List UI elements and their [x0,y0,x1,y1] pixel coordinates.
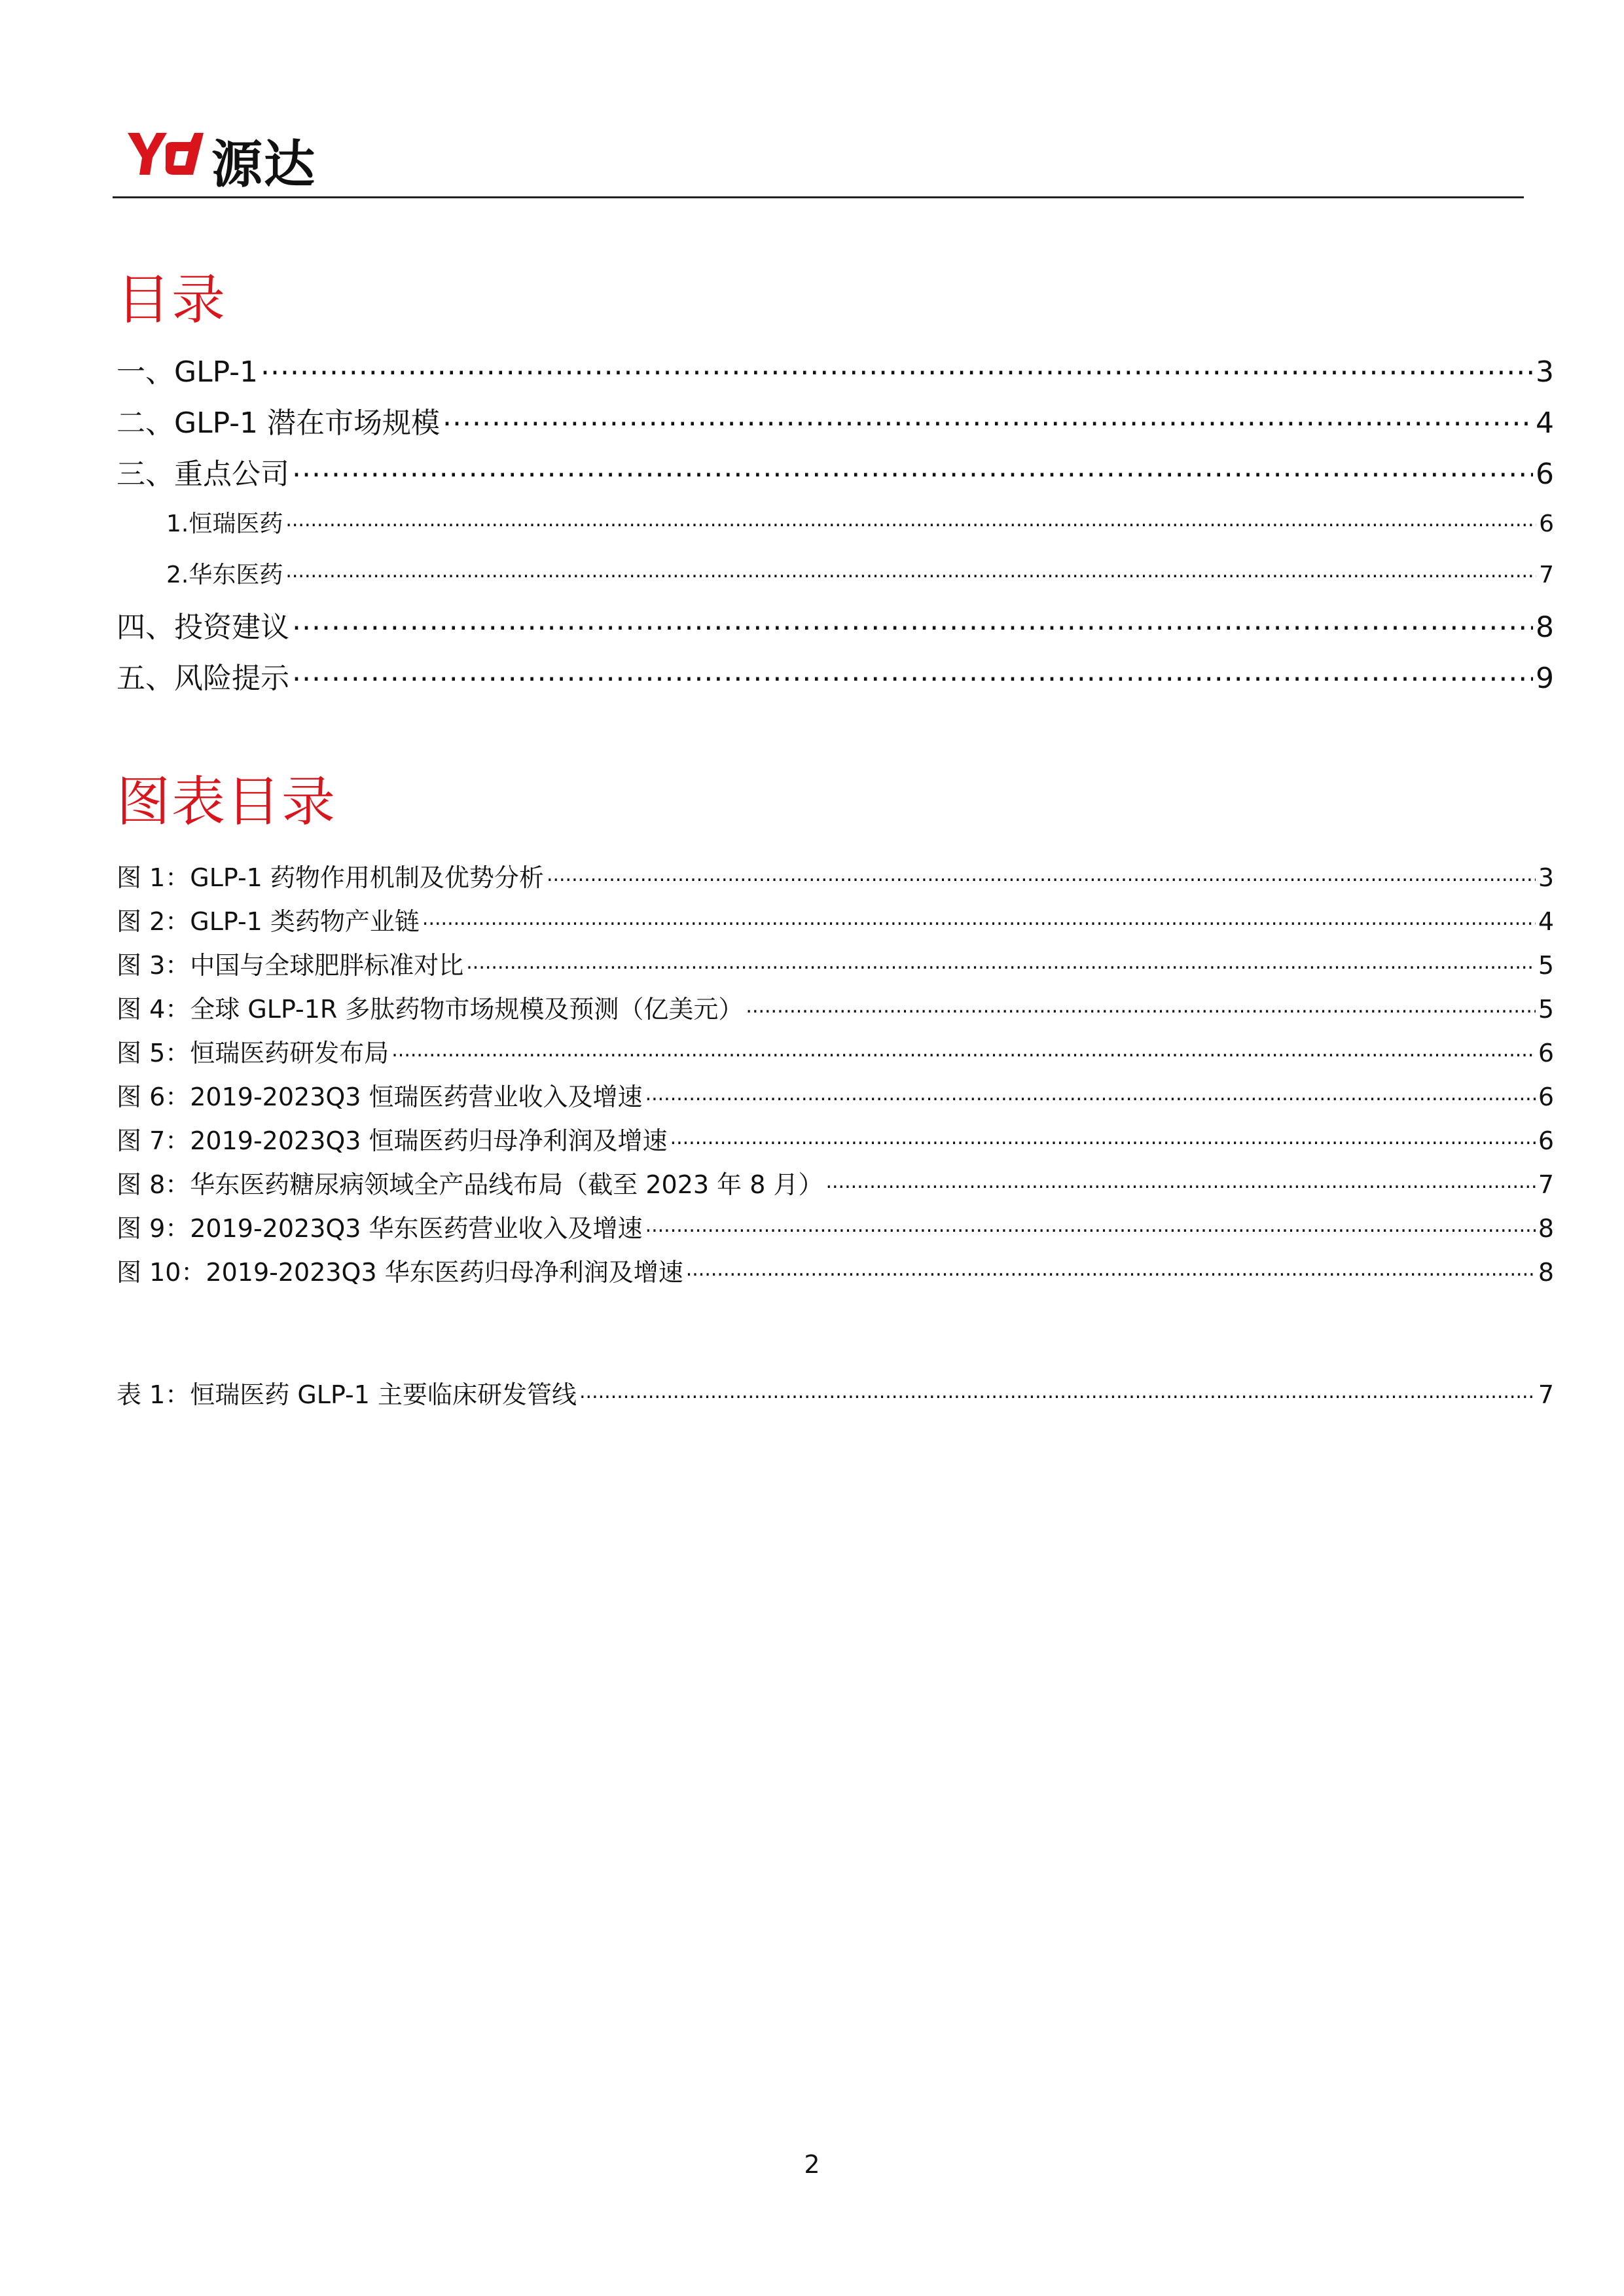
figure-entry-page: 3 [1538,863,1554,892]
toc-entry-label: 一、GLP-1 [117,355,259,389]
figure-entry-label: 图 7：2019-2023Q3 恒瑞医药归母净利润及增速 [117,1126,668,1155]
toc-entry-label: 1.恒瑞医药 [166,511,283,537]
figure-entry[interactable] [117,989,1554,1023]
logo-text: 源达 [211,135,317,194]
figure-entry[interactable] [117,1033,1554,1067]
figure-entry-label: 图 5：恒瑞医药研发布局 [117,1039,389,1067]
toc-entry-label: 2.华东医药 [166,562,283,588]
figure-entry-page: 5 [1538,995,1554,1024]
figure-entry-page: 6 [1538,1126,1554,1155]
dot-leader [579,1378,1536,1403]
figure-entry-label: 图 10：2019-2023Q3 华东医药归母净利润及增速 [117,1258,683,1287]
figure-entry-page: 7 [1538,1170,1554,1199]
figure-entry-label: 图 4：全球 GLP-1R 多肽药物市场规模及预测（亿美元） [117,995,744,1024]
toc-entry-label: 三、重点公司 [117,457,289,491]
dot-leader [825,1168,1535,1193]
figure-entry-page: 8 [1538,1258,1554,1287]
toc-entry-page: 6 [1539,511,1554,537]
figure-entry[interactable] [117,1164,1554,1198]
toc-entry-label: 二、GLP-1 潜在市场规模 [117,406,441,440]
dot-leader [285,508,1536,531]
figure-entry-label: 图 9：2019-2023Q3 华东医药营业收入及增速 [117,1214,643,1243]
figure-entry[interactable] [117,901,1554,935]
figure-entry[interactable] [117,1208,1554,1242]
dot-leader [292,455,1533,484]
figure-entry[interactable] [117,857,1554,891]
figure-entry[interactable] [117,1121,1554,1155]
figure-entry-page: 6 [1538,1039,1554,1067]
toc-entry-page: 4 [1536,406,1554,440]
toc-subentry[interactable] [117,505,1554,538]
figure-entry[interactable] [117,1077,1554,1111]
toc-entry-page: 7 [1539,562,1554,588]
toc-entry-label: 四、投资建议 [117,611,289,644]
figure-entry[interactable] [117,1252,1554,1286]
toc-entry-page: 8 [1536,611,1554,644]
dot-leader [422,905,1536,930]
figure-entry-label: 图 8：华东医药糖尿病领域全产品线布局（截至 2023 年 8 月） [117,1170,823,1199]
dot-leader [670,1124,1536,1149]
dot-leader [547,861,1536,886]
figure-entry-page: 5 [1538,951,1554,980]
figures-toc-title: 图表目录 [117,771,337,833]
dot-leader [645,1081,1536,1105]
figure-entry[interactable] [117,945,1554,979]
toc-entry[interactable] [117,655,1554,694]
dot-leader [292,659,1533,688]
toc-entry[interactable] [117,450,1554,490]
dot-leader [261,353,1533,382]
table-entry[interactable] [117,1374,1554,1408]
figure-entry-label: 图 6：2019-2023Q3 恒瑞医药营业收入及增速 [117,1083,643,1111]
company-logo [128,128,337,194]
toc-title: 目录 [117,269,227,331]
toc-entry[interactable] [117,603,1554,643]
dot-leader [292,608,1533,637]
page-number: 2 [804,2150,820,2179]
header-divider [113,196,1524,198]
table-entry-page: 7 [1538,1380,1554,1409]
figure-entry-page: 8 [1538,1214,1554,1243]
toc-entry-page: 6 [1536,457,1554,491]
dot-leader [686,1256,1536,1281]
dot-leader [746,993,1535,1018]
table-entry-label: 表 1：恒瑞医药 GLP-1 主要临床研发管线 [117,1380,577,1409]
dot-leader [466,949,1536,974]
dot-leader [285,559,1536,583]
figure-entry-page: 6 [1538,1083,1554,1111]
toc-entry[interactable] [117,399,1554,439]
dot-leader [645,1212,1536,1237]
toc-entry[interactable] [117,348,1554,387]
figure-entry-label: 图 3：中国与全球肥胖标准对比 [117,951,464,980]
figure-entry-label: 图 2：GLP-1 类药物产业链 [117,907,420,936]
dot-leader [391,1037,1536,1062]
toc-entry-page: 3 [1536,355,1554,389]
dot-leader [442,404,1533,433]
figure-entry-page: 4 [1538,907,1554,936]
toc-subentry[interactable] [117,556,1554,589]
toc-entry-page: 9 [1536,662,1554,695]
toc-entry-label: 五、风险提示 [117,662,289,695]
figure-entry-label: 图 1：GLP-1 药物作用机制及优势分析 [117,863,544,892]
